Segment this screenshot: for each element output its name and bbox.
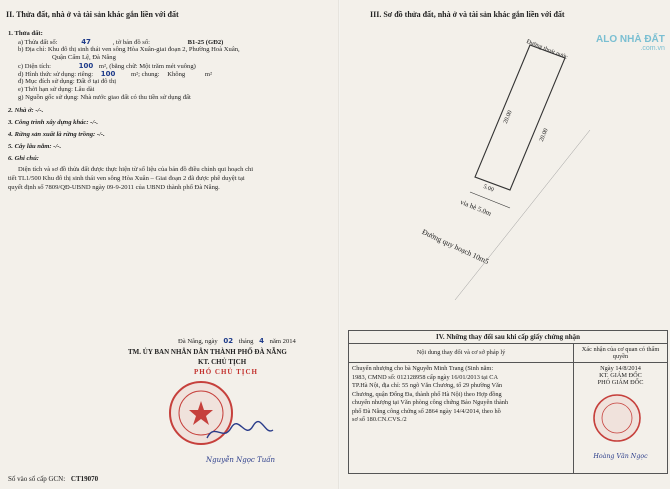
confirm-signer: Hoàng Văn Ngọc (593, 453, 648, 460)
signature-mark (205, 420, 275, 449)
area-unit: m², (bằng chữ: Một trăm mét vuông) (98, 63, 196, 70)
area-label: c) Diện tích: (18, 63, 51, 70)
item-6: 6. Ghi chú: (8, 155, 39, 162)
use-form-common: Không (167, 71, 186, 78)
address-label: b) Địa chỉ: (18, 46, 47, 53)
changes-table-row (349, 363, 667, 473)
address-value: Khu đô thị sinh thái ven sông Hòa Xuân-giai đoạn 2, Phường Hoà Xuân, (47, 46, 240, 53)
date-year: năm 2014 (269, 338, 296, 345)
date-prefix: Đà Nẵng, ngày (178, 338, 218, 345)
item-5: 5. Cây lâu năm: -/-. (8, 143, 62, 150)
address-row (18, 46, 240, 54)
use-form-private: 100 (100, 70, 116, 78)
cert-number-label: Số vào sổ cấp GCN: (8, 475, 66, 483)
note-line-1: Diện tích và sơ đồ thửa đất được thực hiện từ số liệu của bản đồ điều chỉnh qui hoạch chi (18, 166, 254, 173)
section-4-title: IV. Những thay đổi sau khi cấp giấy chứng nhận (349, 331, 667, 344)
use-form-label: d) Hình thức sử dụng: riêng: (18, 71, 94, 78)
note-line-2: tiết TL1/500 Khu đô thị sinh thái ven sông Hòa Xuân – Giai đoạn 2 đã được phê duyệt tại (8, 175, 245, 182)
signer-name: Nguyễn Ngọc Tuấn (206, 456, 276, 464)
sidewalk-label: vỉa hè 5.0m (459, 198, 493, 218)
changes-table (348, 330, 668, 474)
dim-bottom: 5.00 (482, 183, 495, 194)
area-value: 100 (78, 62, 94, 70)
watermark-sub: .com.vn (640, 45, 665, 52)
road-main-label: Đường quy hoạch 10m5 (420, 227, 491, 267)
watermark-main: ALO NHÀ ĐẤT (596, 34, 665, 45)
address-value-2: Quận Cẩm Lệ, Đà Nẵng (52, 54, 116, 61)
section-3-title: III. Sơ đồ thửa đất, nhà ở và tài sản khác gắn liền với đất (370, 10, 565, 19)
item-4: 4. Rừng sản xuất là rừng trồng: -/-. (8, 131, 105, 138)
sign-role-2: PHÓ CHỦ TỊCH (194, 368, 258, 376)
item-3: 3. Công trình xây dựng khác: -/-. (8, 119, 99, 126)
col-confirm-header: Xác nhận của cơ quan có thẩm quyền (574, 344, 667, 363)
change-line-4: Chương, quận Đống Đa, thành phố Hà Nội) theo Hợp đồng (352, 390, 502, 398)
change-line-1: Chuyển nhượng cho bà Nguyễn Minh Trang (Sinh năm: (352, 365, 494, 372)
cert-number (8, 475, 98, 483)
sign-org: TM. ỦY BAN NHÂN DÂN THÀNH PHỐ ĐÀ NẴNG (128, 348, 287, 356)
date-month: 4 (259, 337, 264, 345)
issue-date (178, 337, 296, 346)
change-line-6: phố Đà Nẵng công chứng số 2864 ngày 14/4/2014, theo hồ (352, 407, 501, 415)
item-2: 2. Nhà ở: -/-. (8, 107, 44, 114)
change-line-3: TP.Hà Nội, địa chỉ: 55 ngõ Văn Chương, tổ 29 phường Văn (352, 382, 503, 389)
map-sheet-value: B1-25 (GĐ2) (187, 39, 224, 46)
term: e) Thời hạn sử dụng: Lâu dài (18, 86, 95, 93)
note-line-3: quyết định số 7809/QĐ-UBND ngày 09-9-2011 của UBND thành phố Đà Nẵng. (8, 184, 220, 191)
col-content-header: Nội dung thay đổi và cơ sở pháp lý (349, 344, 574, 363)
use-form-unit: m² (204, 71, 212, 78)
date-day: 02 (223, 337, 234, 345)
confirm-role-2: PHÓ GIÁM ĐỐC (597, 379, 644, 386)
change-content (349, 363, 574, 473)
confirm-seal (592, 393, 642, 445)
purpose: đ) Mục đích sử dụng: Đất ở tại đô thị (18, 78, 117, 85)
use-form-common-label: m²; chung: (131, 71, 160, 78)
confirm-date: Ngày 14/8/2014 (600, 365, 641, 372)
confirm-role-1: KT. GIÁM ĐỐC (599, 372, 642, 379)
right-panel (340, 0, 670, 489)
parcel-number-value: 47 (81, 38, 91, 46)
parcel-number-label: a) Thửa đất số: (18, 39, 58, 46)
changes-table-header (349, 344, 667, 363)
road-top-label: Đường thoát nước (525, 38, 569, 61)
cert-number-value: CT19070 (70, 475, 99, 483)
sign-role-1: KT. CHỦ TỊCH (198, 358, 247, 366)
change-confirmation (574, 363, 667, 473)
change-line-5: chuyển nhượng tại Văn phòng công chứng Bảo Nguyên thành (352, 399, 509, 406)
item-1-label: 1. Thửa đất: (8, 30, 43, 37)
map-sheet-label: , tờ bản đồ số: (112, 39, 150, 46)
dim-left: 20.00 (502, 109, 514, 125)
origin: g) Nguồn gốc sử dụng: Nhà nước giao đất có thu tiền sử dụng đất (18, 94, 191, 101)
change-line-2: 1983, CMND số: 012128958 cấp ngày 16/01/2013 tại CA (352, 373, 499, 381)
dim-right: 20.00 (538, 127, 550, 143)
change-line-7: sơ số 180.CN.CVS./2 (352, 416, 407, 423)
section-2-title: II. Thửa đất, nhà ở và tài sản khác gắn liền với đất (6, 10, 179, 19)
date-month-label: tháng (238, 338, 254, 345)
parcel-sketch (340, 0, 670, 300)
